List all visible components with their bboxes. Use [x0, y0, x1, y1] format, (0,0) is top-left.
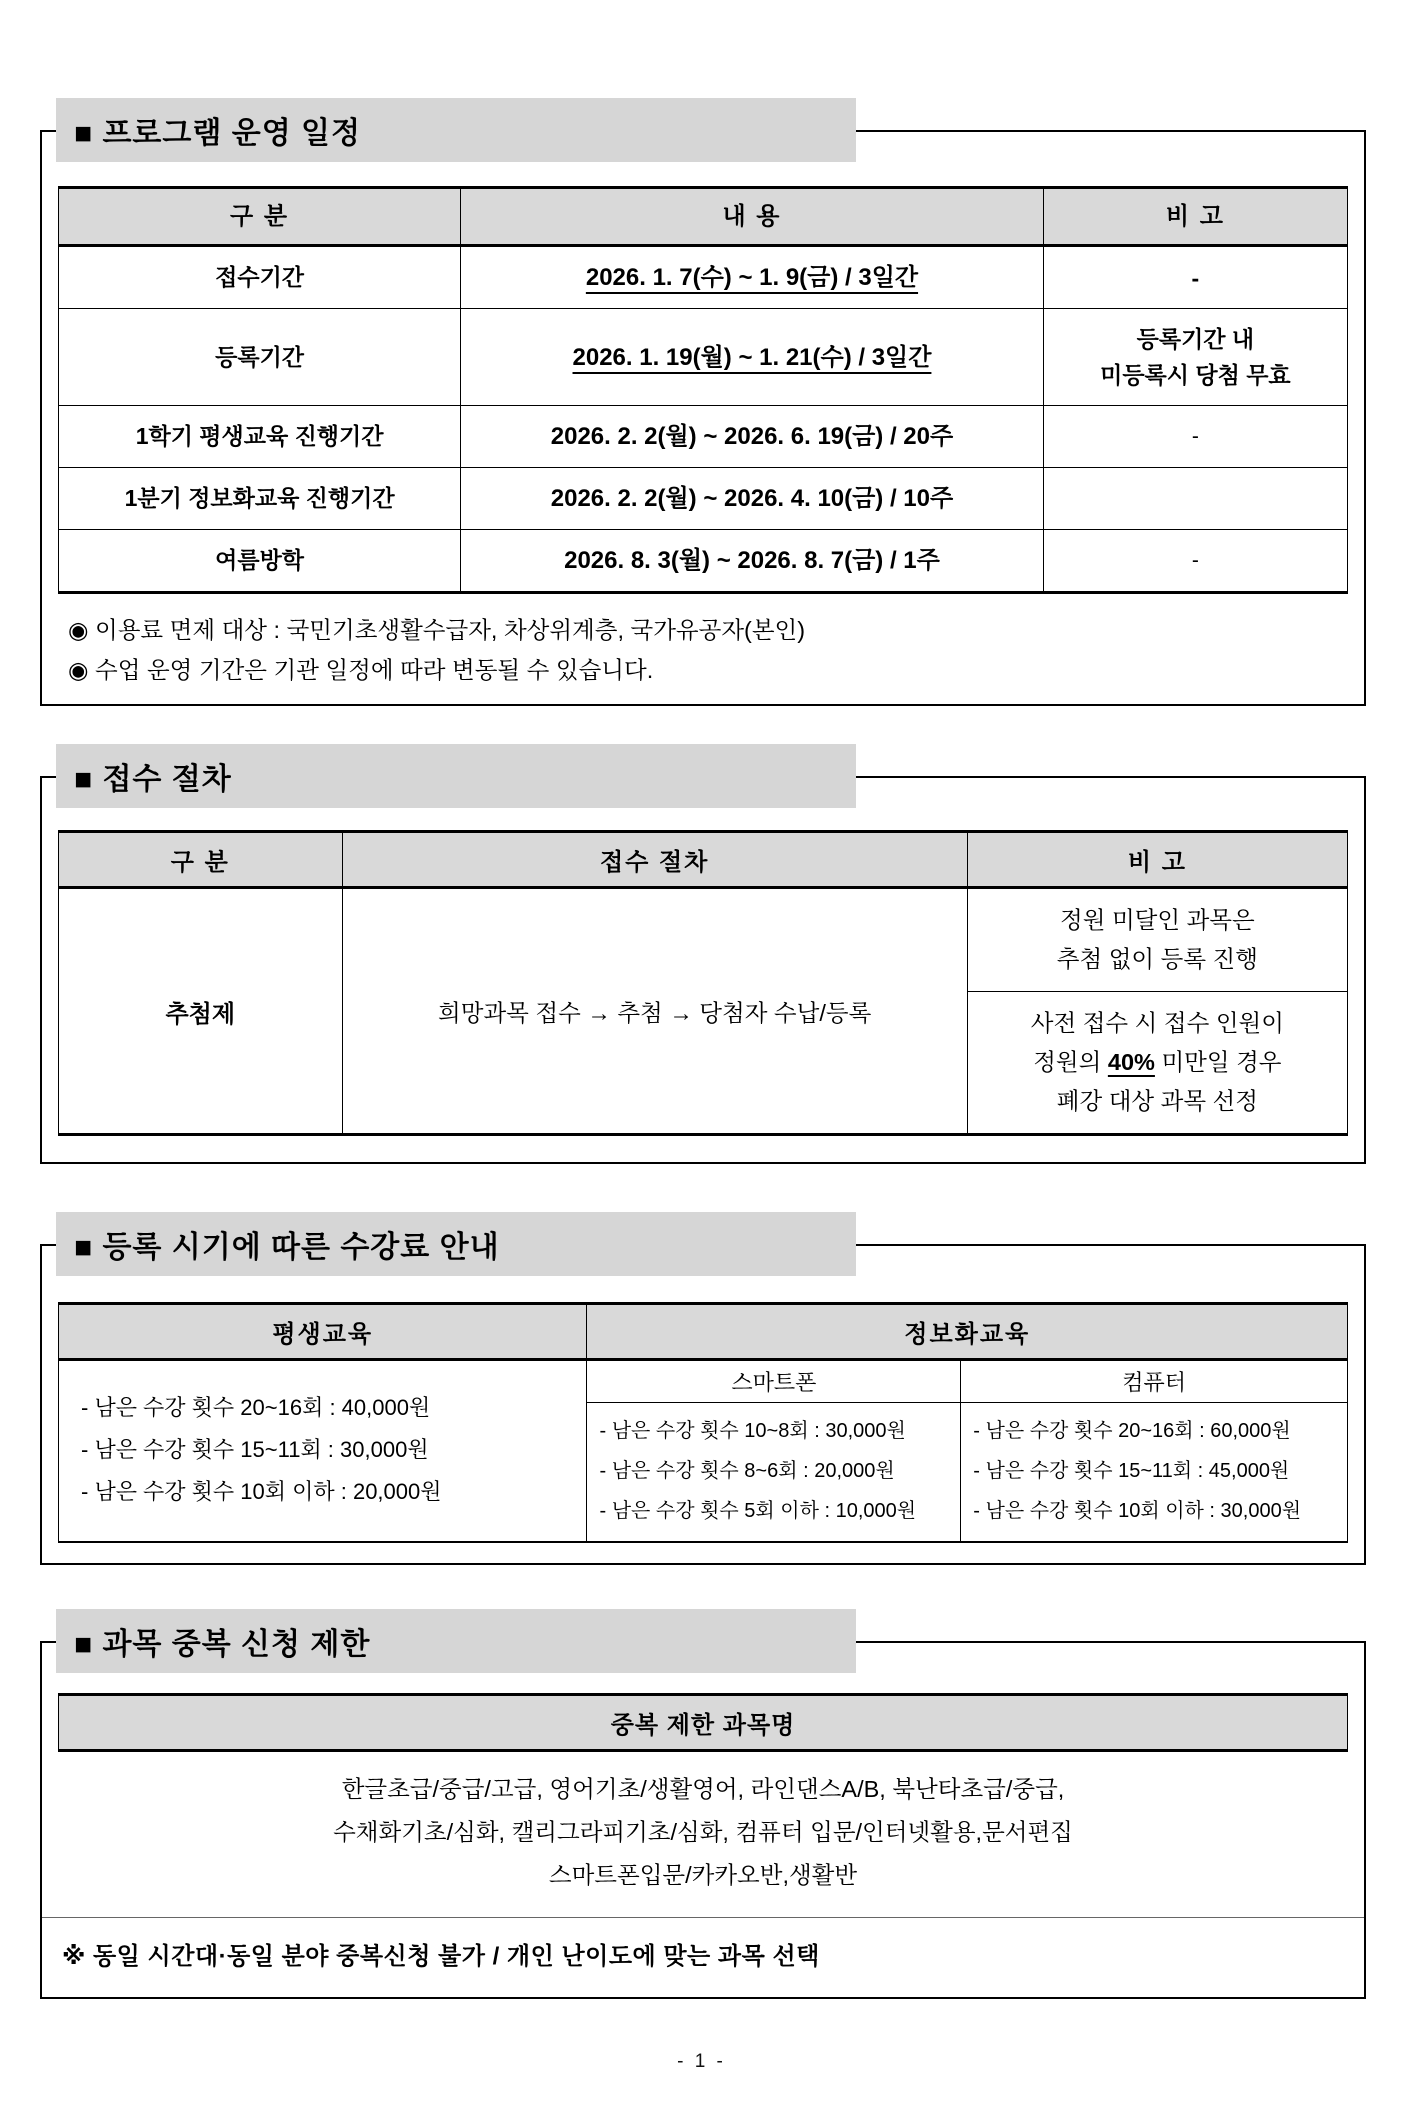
- header-cell-category: 구 분: [59, 188, 461, 246]
- price-item: - 남은 수강 횟수 8~6회 : 20,000원: [599, 1460, 895, 1482]
- subheader-computer: 컴퓨터: [961, 1360, 1348, 1403]
- row-label: 여름방학: [59, 530, 461, 593]
- row-label: 접수기간: [59, 246, 461, 309]
- subheader-smartphone: 스마트폰: [587, 1360, 961, 1403]
- forty-percent-emphasis: 40%: [1107, 1049, 1155, 1075]
- table-row-summer-vacation: [59, 530, 1348, 593]
- remark-line: 정원 미달인 과목은: [1060, 907, 1255, 933]
- header-cell-procedure: 접수 절차: [342, 832, 967, 888]
- remark-under-capacity: [967, 888, 1347, 992]
- price-item: - 남은 수강 횟수 15~11회 : 30,000원: [81, 1437, 429, 1462]
- restriction-table-header: 중복 제한 과목명: [58, 1693, 1348, 1752]
- procedure-table-header-row: [59, 832, 1348, 888]
- subject-line: 수채화기초/심화, 캘리그라피기초/심화, 컴퓨터 입문/인터넷활용,문서편집: [333, 1819, 1073, 1845]
- schedule-notes: [68, 610, 1344, 690]
- subject-line: 한글초급/중급/고급, 영어기초/생활영어, 라인댄스A/B, 북난타초급/중급,: [341, 1776, 1065, 1802]
- row-content: 2026. 1. 7(수) ~ 1. 9(금) / 3일간: [585, 264, 919, 291]
- table-row-quarter1-digital: [59, 468, 1348, 530]
- procedure-flow: 희망과목 접수 → 추첨 → 당첨자 수납/등록: [342, 888, 967, 1135]
- section-application-procedure: [40, 763, 1366, 1164]
- section-program-schedule: [40, 117, 1366, 706]
- row-remark: -: [1043, 246, 1347, 309]
- page-number: - 1 -: [677, 2051, 726, 2072]
- header-cell-remark: 비 고: [967, 832, 1347, 888]
- remark-line: 사전 접수 시 접수 인원이: [1030, 1010, 1284, 1036]
- section-title-tuition-guide: ■ 등록 시기에 따른 수강료 안내: [56, 1212, 856, 1276]
- note-line-period-change: ◉ 수업 운영 기간은 기관 일정에 따라 변동될 수 있습니다.: [68, 657, 654, 683]
- computer-price-list: [961, 1403, 1348, 1543]
- row-label-lottery: 추첨제: [59, 888, 343, 1135]
- table-row-registration-period: [59, 309, 1348, 406]
- row-content: 2026. 2. 2(월) ~ 2026. 6. 19(금) / 20주: [550, 423, 954, 450]
- price-item: - 남은 수강 횟수 10회 이하 : 20,000원: [81, 1479, 442, 1504]
- header-cell-category: 구 분: [59, 832, 343, 888]
- row-remark: [1043, 309, 1347, 406]
- remark-line: 폐강 대상 과목 선정: [1056, 1088, 1258, 1114]
- remark-course-cancellation: [967, 992, 1347, 1135]
- remark-line: 추첨 없이 등록 진행: [1056, 946, 1258, 972]
- price-item: - 남은 수강 횟수 15~11회 : 45,000원: [973, 1460, 1290, 1482]
- subject-line: 스마트폰입문/카카오반,생활반: [548, 1862, 858, 1888]
- price-item: - 남은 수강 횟수 10~8회 : 30,000원: [599, 1420, 906, 1442]
- section-title-application-procedure: ■ 접수 절차: [56, 744, 856, 808]
- tuition-table-header-row: [59, 1304, 1348, 1360]
- smartphone-price-list: [587, 1403, 961, 1543]
- row-label: 등록기간: [59, 309, 461, 406]
- tuition-subheader-row: [59, 1360, 1348, 1403]
- price-item: - 남은 수강 횟수 20~16회 : 60,000원: [973, 1420, 1291, 1442]
- lifelong-price-list: [59, 1360, 587, 1543]
- section-tuition-guide: [40, 1231, 1366, 1565]
- section-title-program-schedule: ■ 프로그램 운영 일정: [56, 98, 856, 162]
- header-cell-lifelong: 평생교육: [59, 1304, 587, 1360]
- header-cell-digital: 정보화교육: [587, 1304, 1348, 1360]
- restricted-subject-list: [42, 1752, 1364, 1917]
- restriction-note: ※ 동일 시간대·동일 분야 중복신청 불가 / 개인 난이도에 맞는 과목 선택: [62, 1943, 820, 1970]
- schedule-table: [58, 186, 1348, 594]
- table-row-reception-period: [59, 246, 1348, 309]
- remark-line: 미등록시 당첨 무효: [1100, 362, 1291, 388]
- row-content: 2026. 8. 3(월) ~ 2026. 8. 7(금) / 1주: [564, 547, 940, 574]
- row-remark: -: [1043, 406, 1347, 468]
- schedule-table-header-row: [59, 188, 1348, 246]
- price-item: - 남은 수강 횟수 20~16회 : 40,000원: [81, 1395, 431, 1420]
- section-duplicate-restriction: [40, 1628, 1366, 1999]
- price-item: - 남은 수강 횟수 10회 이하 : 30,000원: [973, 1500, 1302, 1522]
- row-content: 2026. 1. 19(월) ~ 1. 21(수) / 3일간: [572, 343, 932, 371]
- tuition-table: [58, 1302, 1348, 1543]
- header-cell-remark: 비 고: [1043, 188, 1347, 246]
- remark-line: 정원의 40% 미만일 경우: [1033, 1049, 1282, 1075]
- remark-line: 등록기간 내: [1136, 326, 1255, 352]
- table-row-semester1-lifelong: [59, 406, 1348, 468]
- price-item: - 남은 수강 횟수 5회 이하 : 10,000원: [599, 1500, 917, 1522]
- row-content: 2026. 2. 2(월) ~ 2026. 4. 10(금) / 10주: [550, 485, 954, 512]
- row-label: 1학기 평생교육 진행기간: [59, 406, 461, 468]
- row-remark: [1043, 468, 1347, 530]
- procedure-table: [58, 830, 1348, 1136]
- document-page: [0, 117, 1403, 2114]
- table-row-lottery: [59, 888, 1348, 992]
- row-label: 1분기 정보화교육 진행기간: [59, 468, 461, 530]
- section-title-duplicate-restriction: ■ 과목 중복 신청 제한: [56, 1609, 856, 1673]
- header-cell-content: 내 용: [461, 188, 1044, 246]
- note-line-fee-exemption: ◉ 이용료 면제 대상 : 국민기초생활수급자, 차상위계층, 국가유공자(본인): [68, 617, 806, 643]
- row-remark: -: [1043, 530, 1347, 593]
